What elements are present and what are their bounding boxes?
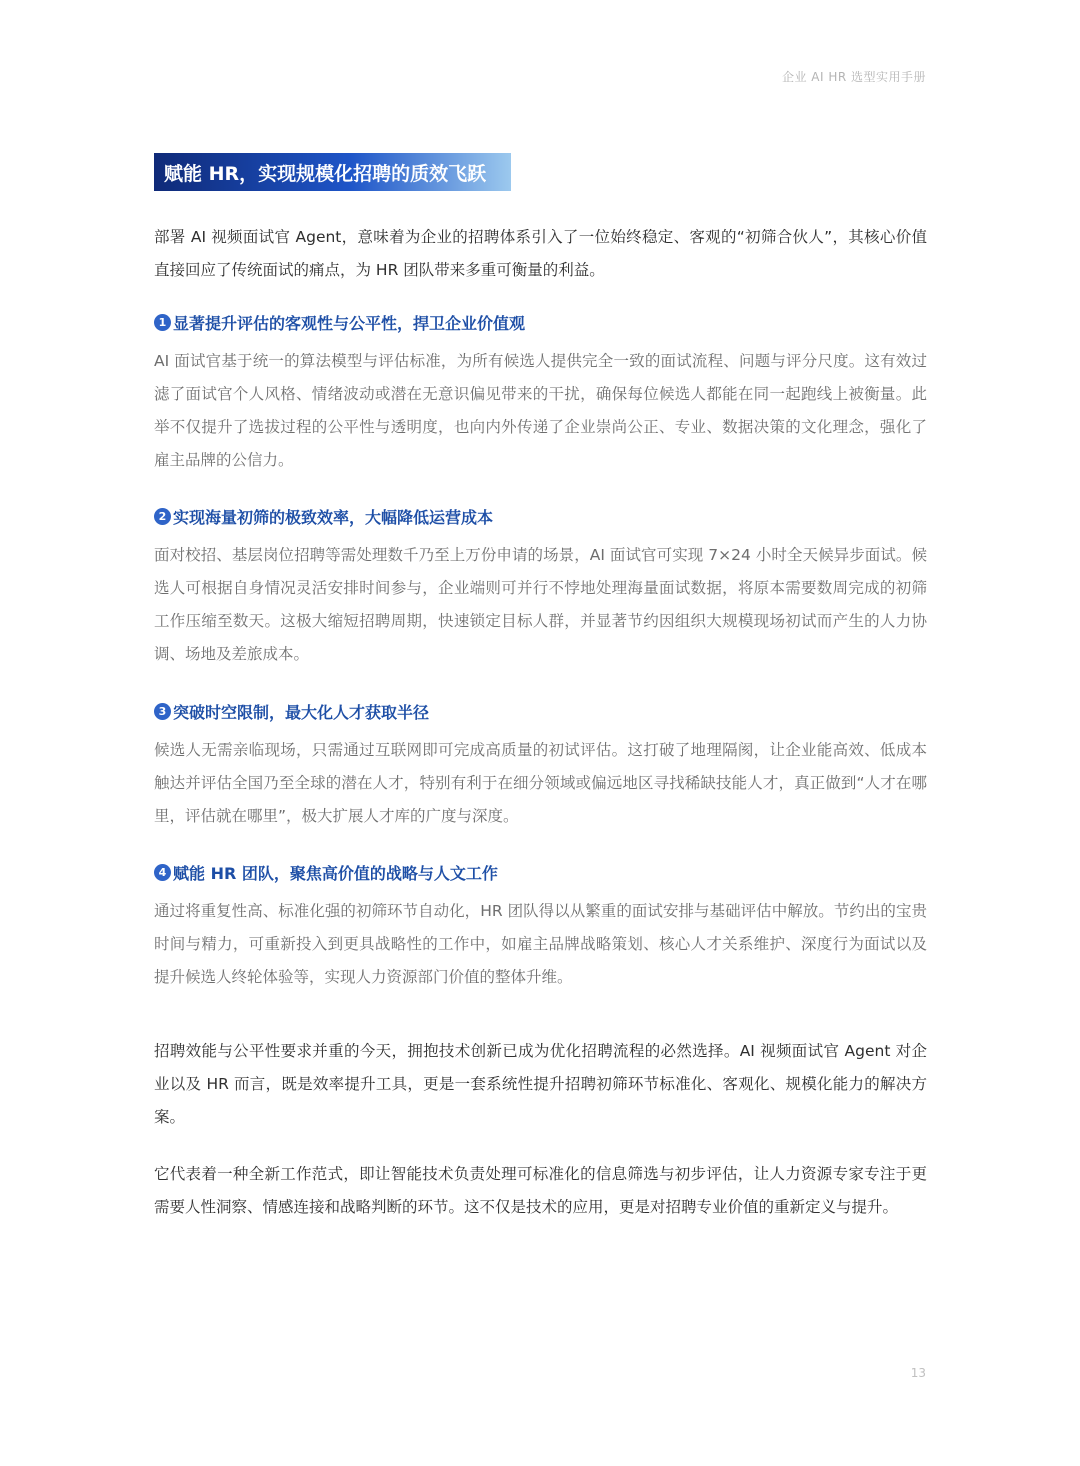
section-title-banner xyxy=(154,153,511,191)
section-4-body: 通过将重复性高、标准化强的初筛环节自动化，HR 团队得以从繁重的面试安排与基础评估中解放。节约出的宝贵时间与精力，可重新投入到更具战略性的工作中，如雇主品牌战略策划、核心人才关系维护、深度行为面试以及提升候选人终轮体验等，实现人力资源部门价值的整体升维。 xyxy=(154,902,927,986)
section-2-heading xyxy=(154,503,927,529)
section-4-heading xyxy=(154,859,927,885)
section-2-body: 面对校招、基层岗位招聘等需处理数千乃至上万份申请的场景，AI 面试官可实现 7×24 小时全天候异步面试。候选人可根据自身情况灵活安排时间参与，企业端则可并行不悖地处理海量面试数据，将原本需要数周完成的初筛工作压缩至数天。这极大缩短招聘周期，快速锁定目标人群，并显著节约因组织大规模现场初试而产生的人力协调、场地及差旅成本。 xyxy=(154,546,927,663)
page-number: 13 xyxy=(910,1366,926,1380)
section-3 xyxy=(154,698,927,833)
intro-paragraph: 部署 AI 视频面试官 Agent，意味着为企业的招聘体系引入了一位始终稳定、客观的“初筛合伙人”，其核心价值直接回应了传统面试的痛点，为 HR 团队带来多重可衡量的利益。 xyxy=(154,228,927,279)
section-heading-text: 突破时空限制，最大化人才获取半径 xyxy=(173,702,430,722)
section-heading-text: 实现海量初筛的极致效率，大幅降低运营成本 xyxy=(173,507,494,527)
section-title: 赋能 HR，实现规模化招聘的质效飞跃 xyxy=(164,162,487,185)
section-heading-text: 赋能 HR 团队，聚焦高价值的战略与人文工作 xyxy=(173,863,498,883)
section-3-heading xyxy=(154,698,927,724)
section-2 xyxy=(154,503,927,671)
number-badge-icon: 3 xyxy=(154,703,171,720)
section-1-body: AI 面试官基于统一的算法模型与评估标准，为所有候选人提供完全一致的面试流程、问题与评分尺度。这有效过滤了面试官个人风格、情绪波动或潜在无意识偏见带来的干扰，确保每位候选人都能在同一起跑线上被衡量。此举不仅提升了选拔过程的公平性与透明度，也向内外传递了企业崇尚公正、专业、数据决策的文化理念，强化了雇主品牌的公信力。 xyxy=(154,352,927,469)
intro-block xyxy=(154,221,927,287)
number-badge-icon: 2 xyxy=(154,508,171,525)
conclusion-block-2 xyxy=(154,1158,927,1224)
section-1 xyxy=(154,309,927,477)
section-4 xyxy=(154,859,927,994)
number-badge-icon: 1 xyxy=(154,314,171,331)
section-heading-text: 显著提升评估的客观性与公平性，捍卫企业价值观 xyxy=(173,313,526,333)
number-badge-icon: 4 xyxy=(154,864,171,881)
section-1-heading xyxy=(154,309,927,335)
conclusion-block-1 xyxy=(154,1035,927,1134)
conclusion-paragraph: 它代表着一种全新工作范式，即让智能技术负责处理可标准化的信息筛选与初步评估，让人力资源专家专注于更需要人性洞察、情感连接和战略判断的环节。这不仅是技术的应用，更是对招聘专业价值的重新定义与提升。 xyxy=(154,1165,927,1216)
running-header: 企业 AI HR 选型实用手册 xyxy=(781,70,926,84)
section-3-body: 候选人无需亲临现场，只需通过互联网即可完成高质量的初试评估。这打破了地理隔阂，让企业能高效、低成本触达并评估全国乃至全球的潜在人才，特别有利于在细分领域或偏远地区寻找稀缺技能人才，真正做到“人才在哪里，评估就在哪里”，极大扩展人才库的广度与深度。 xyxy=(154,741,927,825)
conclusion-paragraph: 招聘效能与公平性要求并重的今天，拥抱技术创新已成为优化招聘流程的必然选择。AI 视频面试官 Agent 对企业以及 HR 而言，既是效率提升工具，更是一套系统性提升招聘初筛环节标准化、客观化、规模化能力的解决方案。 xyxy=(154,1042,927,1126)
